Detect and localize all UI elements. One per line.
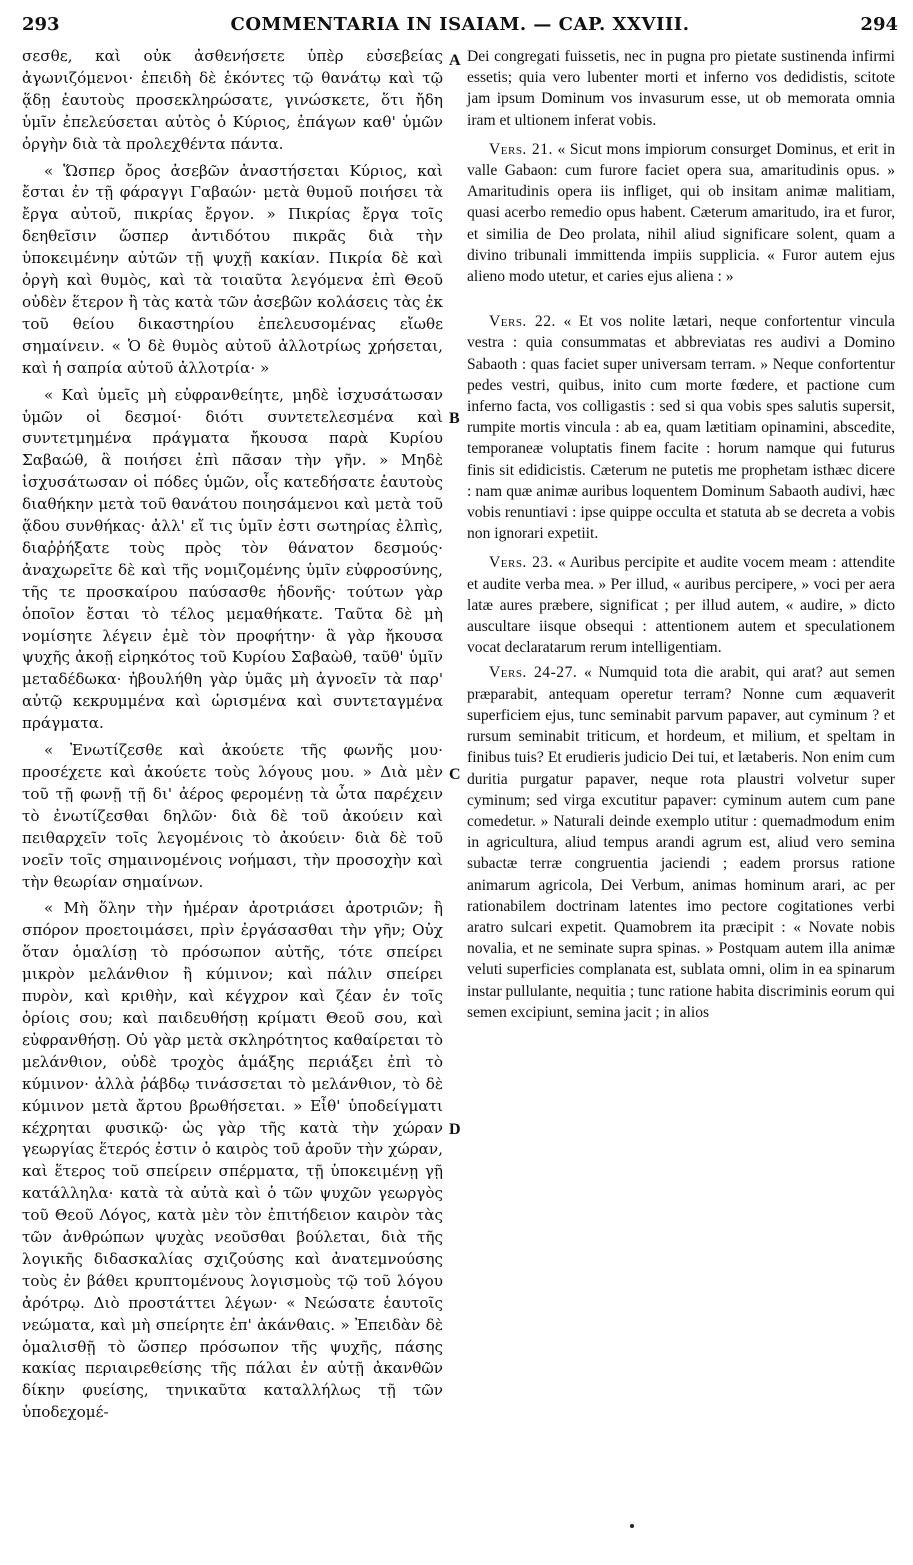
greek-paragraph: « Καὶ ὑμεῖς μὴ εὐφρανθείητε, μηδὲ ἰσχυσάτωσαν ὑμῶν οἱ δεσμοί· διότι συντετελεσμένα καὶ συντετμημένα πράγματα ἤκουσα παρὰ Κυρίου Σαβαώθ, ἃ ποιήσει ἐπὶ πᾶσαν τὴν γῆν. » Μηδὲ ἰσχυσάτωσαν οἱ πόδες ὑμῶν, οἷς κατεδήσατε ἑαυτοὺς διαθήκην μετὰ τοῦ θανάτου ποιησάμενοι καὶ μετὰ τοῦ ᾅδου συνθήκας· ἀλλ' εἴ τις ὑμῖν ἐστι σωτηρίας ἐλπὶς, διαῤῥήξατε τοὺς πρὸς τὸν θάνατον δεσμούς· ἀναχωρεῖτε δὲ καὶ τῆς νομιζομένης ὑμῖν εὐφροσύνης, τῆς τε προσκαίρου παύσασθε ἡδονῆς· τούτων γὰρ ὁποῖον ἔσται τὸ τέλος μεμαθήκατε. Ταῦτα δὲ μὴ νομίσητε λέγειν ἐμὲ τὸν προφήτην· ἃ γὰρ ἤκουσα ψυχῆς ἀκοῇ εἰρηκότος τοῦ Κυρίου Σαβαὼθ, ταῦθ' ὑμῖν μεταδέδωκα· ἠβουλήθη γὰρ ὑμᾶς μὴ ἀγνοεῖν τὰ παρ' αὐτῷ κεκρυμμένα καὶ ὡρισμένα καὶ συντεταγμένα πράγματα.: [22, 385, 443, 733]
verse-label: Vers. 23.: [489, 554, 554, 572]
ink-dot: [630, 1524, 634, 1528]
latin-paragraph: [467, 311, 895, 544]
verse-label: Vers. 21.: [489, 140, 553, 158]
latin-text: Dei congregati fuissetis, nec in pugna pro pietate sustinenda infirmi essetis; quia vero lubenter morti et inferno vos dedidistis, scitote jam ipsum Dominum vos invasurum esse, ut ob memorata omnia iram et ultionem inferat vobis.: [467, 48, 895, 129]
greek-paragraph: « Ἐνωτίζεσθε καὶ ἀκούετε τῆς φωνῆς μου· προσέχετε καὶ ἀκούετε τοὺς λόγους μου. » Διὰ μὲν τοῦ τῇ φωνῇ τῇ δι' ἀέρος φερομένῃ τὰ ὦτα παρέχειν τὸ ἐνωτίζεσθαι δηλῶν· διὰ δὲ τοῦ ἀκούειν καὶ πειθαρχεῖν τοῖς λεγομένοις τὸ ἀκούειν· διὰ δὲ τοῦ νοεῖν τοῖς σημαινομένοις νοήμασι, τὴν προσοχὴν καὶ τὴν θεωρίαν σημαίνων.: [22, 741, 443, 891]
verse-label: Vers. 24-27.: [489, 664, 578, 682]
page-number-right: 294: [860, 14, 898, 35]
latin-paragraph: [467, 46, 895, 131]
verse-label: Vers. 22.: [489, 313, 556, 331]
latin-text: « Sicut mons impiorum consurget Dominus, et erit in valle Gabaon: cum furore faciet opera sua, amaritudinis opus. » Amaritudinis opera iis infliget, qui ob insitam animæ malitiam, quasi acerbo remedio opus habent. Cæterum amaritudo, ira et furor, et similia de Deo prolata, nihil aliud significare solent, quam a divino tribunali immittenda impiis supplicia. « Furor autem ejus alieno modo utetur, et caries ejus aliena : »: [467, 140, 895, 286]
page-number-left: 293: [22, 14, 60, 35]
greek-column: [22, 46, 443, 1424]
page-header: [22, 14, 898, 44]
margin-marker-b: B: [449, 410, 460, 427]
latin-column: [467, 46, 895, 1023]
latin-text: « Et vos nolite lætari, neque confortentur vincula vestra : quia consummatas et abbreviatas res audivi a Domino Sabaoth : quas faciet super universam terram. » Neque confortentur pedes vestri, quibus, inito cum morte fœdere, et pactione cum inferno facta, vos colligastis : sed si qua vobis spes salutis supersit, rumpite mortis vincula : ab ea, quam lætitiam opinamini, abscedite, temporaneæ voluptatis finem facite : horum namque qui futurus finis sit edidicistis. Cæterum ne putetis me prophetam isthæc dicere : nam quæ animæ auribus loquentem Dominum Sabaoth audivi, hæc vobis renuntiavi : ipse quippe occulta et statuta ab se decreta a vobis non ignorari expetiit.: [467, 313, 895, 543]
latin-text: « Numquid tota die arabit, qui arat? aut semen præparabit, antequam operetur terram? Nonne cum æquaverit superficiem ejus, tunc seminabit parvum papaver, aut cyminum ? et rursum seminabit triticum, et hordeum, et milium, et speltam in finibus tuis? Et erudieris judicio Dei tui, et lætaberis. Non enim cum duritia purgatur papaver, neque rota plaustri volvetur super cyminum; sed virga excutitur papaver: cyminum autem cum pane comedetur. » Naturali deinde exemplo utitur : quemadmodum enim in agricultura, aliud tempus arandi agrum est, aliud vero semina subactæ terræ congruentia jaciendi ; eadem prorsus ratione animarum agricola, Dei Verbum, animas hominum arari, ac per rationabilem doctrinam latentes imo pectore cogitationes verbi aratro sulcari expetit. Quamobrem ita præcipit : « Novate nobis novalia, et ne seminate supra spinas. » Postquam autem illa animæ veluti superficies complanata est, sublata omni, olim in ea spinarum instar pullulante, nequitia ; tunc ratione habita discriminis eorum qui semen excipiunt, semina jacit ; in alios: [467, 664, 895, 1021]
greek-paragraph: « Μὴ ὅλην τὴν ἡμέραν ἀροτριάσει ἀροτριῶν; ἢ σπόρον προετοιμάσει, πρὶν ἐργάσασθαι τὴν γῆν; Οὐχ ὅταν ὁμαλίσῃ τὸ πρόσωπον αὐτῆς, τότε σπείρει μικρὸν μελάνθιον ἢ κύμινον; καὶ πάλιν σπείρει πυρὸν, καὶ κριθὴν, καὶ κέγχρον καὶ ζέαν ἐν τοῖς ὁρίοις σου; καὶ παιδευθήσῃ κρίματι Θεοῦ σου, καὶ εὐφρανθήσῃ. Οὐ γὰρ μετὰ σκληρότητος καθαίρεται τὸ μελάνθιον, οὐδὲ τροχὸς ἁμάξης περιάξει ἐπὶ τὸ κύμινον· ἀλλὰ ῥάβδῳ τινάσσεται τὸ μελάνθιον, τὸ δὲ κύμινον μετὰ ἄρτου βρωθήσεται. » Εἶθ' ὑποδείγματι κέχρηται φυσικῷ· ὡς γὰρ τῆς κατὰ τὴν χώραν γεωργίας ἕτερός ἐστιν ὁ καιρὸς τοῦ ἀροῦν τὴν χώραν, καὶ ἕτερος τοῦ σπείρειν σπέρματα, τῇ ὑποκειμένῃ γῇ κατάλληλα· κατὰ τὰ αὐτὰ καὶ ὁ τῶν ψυχῶν γεωργὸς τοῦ Θεοῦ Λόγος, κατὰ μὲν τὸν ἐπιτήδειον καιρὸν τὰς τῶν ἀνθρώπων ψυχὰς νεοῦσθαι βούλεται, διὰ τῆς λογικῆς διδασκαλίας σχιζούσης καὶ ἀνατεμνούσης τοὺς ἐν βάθει κρυπτομένους λογισμοὺς τῷ τοῦ λόγου ἀρότρῳ. Διὸ προστάττει λέγων· « Νεώσατε ἑαυτοῖς νεώματα, καὶ μὴ σπείρητε ἐπ' ἀκάνθαις. » Ἐπειδὰν δὲ ὁμαλισθῇ τὸ ὥσπερ πρόσωπον τῆς ψυχῆς, πάσης κακίας περιαιρεθείσης τῆς πάλαι ἐν αὐτῇ ἀκανθῶν δίκην φυείσης, τηνικαῦτα καταλλήλως τῇ τῶν ὑποδεχομέ-: [22, 899, 443, 1422]
running-title: COMMENTARIA IN ISAIAM. — CAP. XXVIII.: [230, 14, 690, 35]
latin-paragraph: [467, 552, 895, 658]
margin-marker-d: D: [449, 1121, 461, 1138]
greek-paragraph: σεσθε, καὶ οὐκ ἀσθενήσετε ὑπὲρ εὐσεβείας ἀγωνιζόμενοι· ἐπειδὴ δὲ ἑκόντες τῷ θανάτῳ καὶ τῷ ᾅδῃ ἑαυτοὺς προσεκληρώσατε, γινώσκετε, ὅτι ἤδη ὑμῖν ἐπελεύσεται αὐτὸς ὁ Κύριος, ἐπάγων καθ' ὑμῶν ὀργὴν διὰ τὰ προλεχθέντα πάντα.: [22, 47, 443, 153]
latin-text: « Auribus percipite et audite vocem meam : attendite et audite verba mea. » Per illud, « auribus percipere, » voci per aera latæ aures præbere, significat ; per illud autem, « audire, » dicto auscultare iisque obsequi : attentionem autem et speculationem vocat declaratarum rerum intelligentiam.: [467, 554, 895, 657]
latin-paragraph: [467, 662, 895, 1022]
margin-marker-c: C: [449, 766, 461, 783]
margin-marker-a: A: [449, 52, 461, 69]
latin-paragraph: [467, 139, 895, 287]
greek-paragraph: « Ὥσπερ ὄρος ἀσεβῶν ἀναστήσεται Κύριος, καὶ ἔσται ἐν τῇ φάραγγι Γαβαών· μετὰ θυμοῦ ποιήσει τὰ ἔργα αὐτοῦ, πικρίας ἔργον. » Πικρίας ἔργα τοῖς δεηθεῖσιν ὥσπερ ἀντιδότου πικρᾶς διὰ τὴν ὑποκειμένην αὐτῶν τῇ ψυχῇ κακίαν. Πικρία δὲ καὶ ὀργὴ καὶ θυμὸς, καὶ τὰ τοιαῦτα λεγόμενα ἐπὶ Θεοῦ οὐδὲν ἕτερον ἢ τὰς κατὰ τῶν ἀσεβῶν κολάσεις τὰς ἐκ τοῦ θείου δικαστηρίου ἐπελευσομένας εἴωθε σημαίνειν. « Ὁ δὲ θυμὸς αὐτοῦ ἀλλοτρίως χρήσεται, καὶ ἡ σαπρία αὐτοῦ ἀλλοτρία· »: [22, 161, 443, 377]
